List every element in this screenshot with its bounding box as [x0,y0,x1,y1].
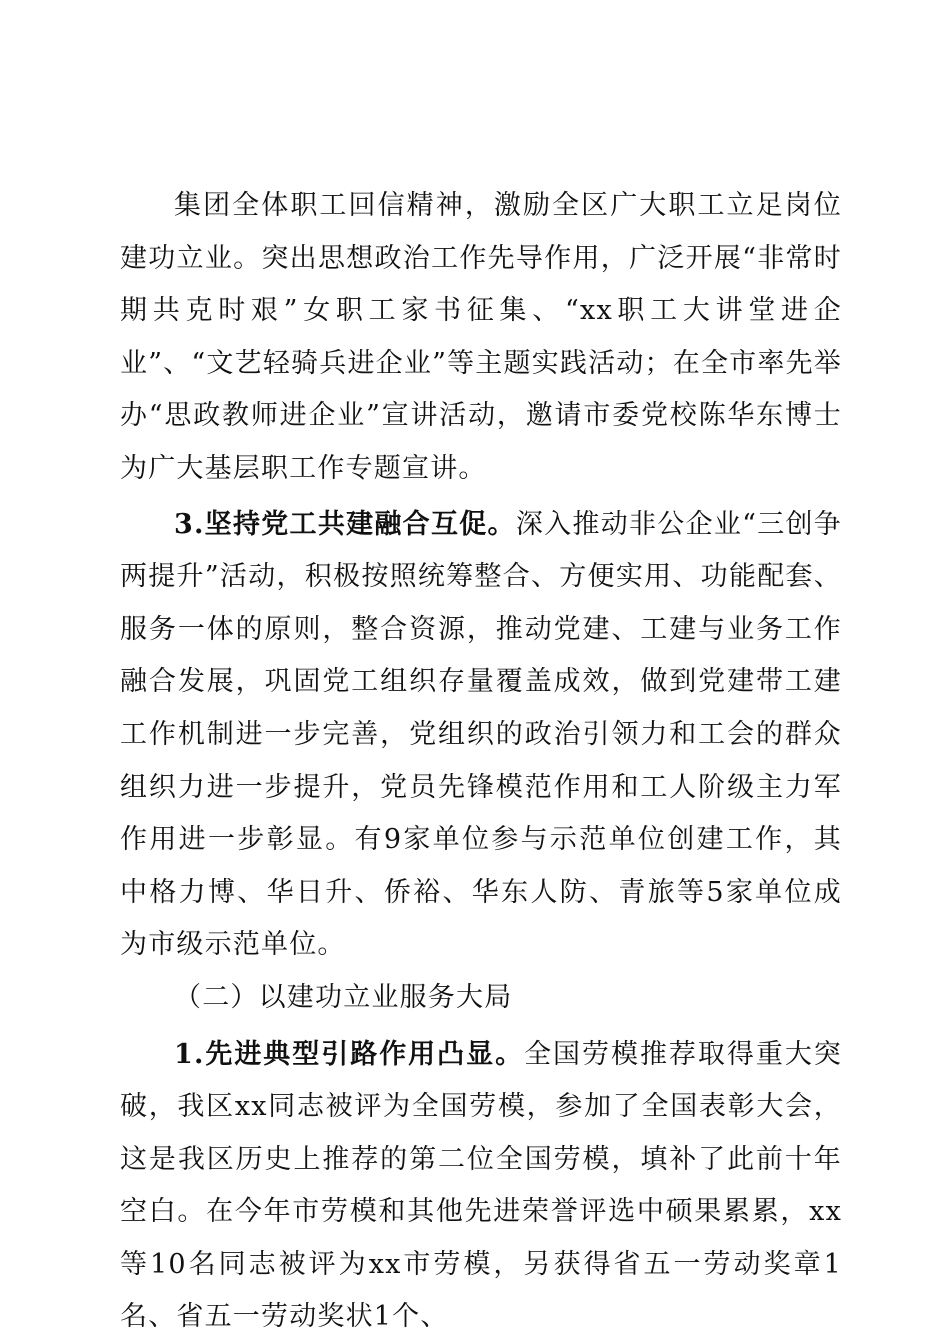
paragraph-text: 集团全体职工回信精神，激励全区广大职工立足岗位建功立业。突出思想政治工作先导作用，广泛开展“非常时期共克时艰”女职工家书征集、“xx职工大讲堂进企业”、“文艺轻骑兵进企业”等主题实践活动；在全市率先举办“思政教师进企业”宣讲活动，邀请市委党校陈华东博士为广大基层职工作专题宣讲。 [120,190,842,484]
paragraph-heading: 1.先进典型引路作用凸显。 [174,1038,525,1070]
paragraph-ideological-work [120,180,842,496]
paragraph-text: 全国劳模推荐取得重大突破，我区xx同志被评为全国劳模，参加了全国表彰大会，这是我区历史上推荐的第二位全国劳模，填补了此前十年空白。在今年市劳模和其他先进荣誉评选中硕果累累，xx等10名同志被评为xx市劳模，另获得省五一劳动奖章1名、省五一劳动奖状1个、 [120,1038,842,1333]
paragraph-model-workers [120,1029,842,1344]
section-title-text: （二）以建功立业服务大局 [174,981,513,1013]
section-title [120,972,842,1025]
paragraph-text: 深入推动非公企业“三创争两提升”活动，积极按照统筹整合、方便实用、功能配套、服务一体的原则，整合资源，推动党建、工建与业务工作融合发展，巩固党工组织存量覆盖成效，做到党建带工建工作机制进一步完善，党组织的政治引领力和工会的群众组织力进一步提升，党员先锋模范作用和工人阶级主力军作用进一步彰显。有9家单位参与示范单位创建工作，其中格力博、华日升、侨裕、华东人防、青旅等5家单位成为市级示范单位。 [120,508,843,961]
document-body [120,180,842,1344]
paragraph-party-union-building [120,499,842,972]
paragraph-heading: 3.坚持党工共建融合互促。 [174,508,516,540]
